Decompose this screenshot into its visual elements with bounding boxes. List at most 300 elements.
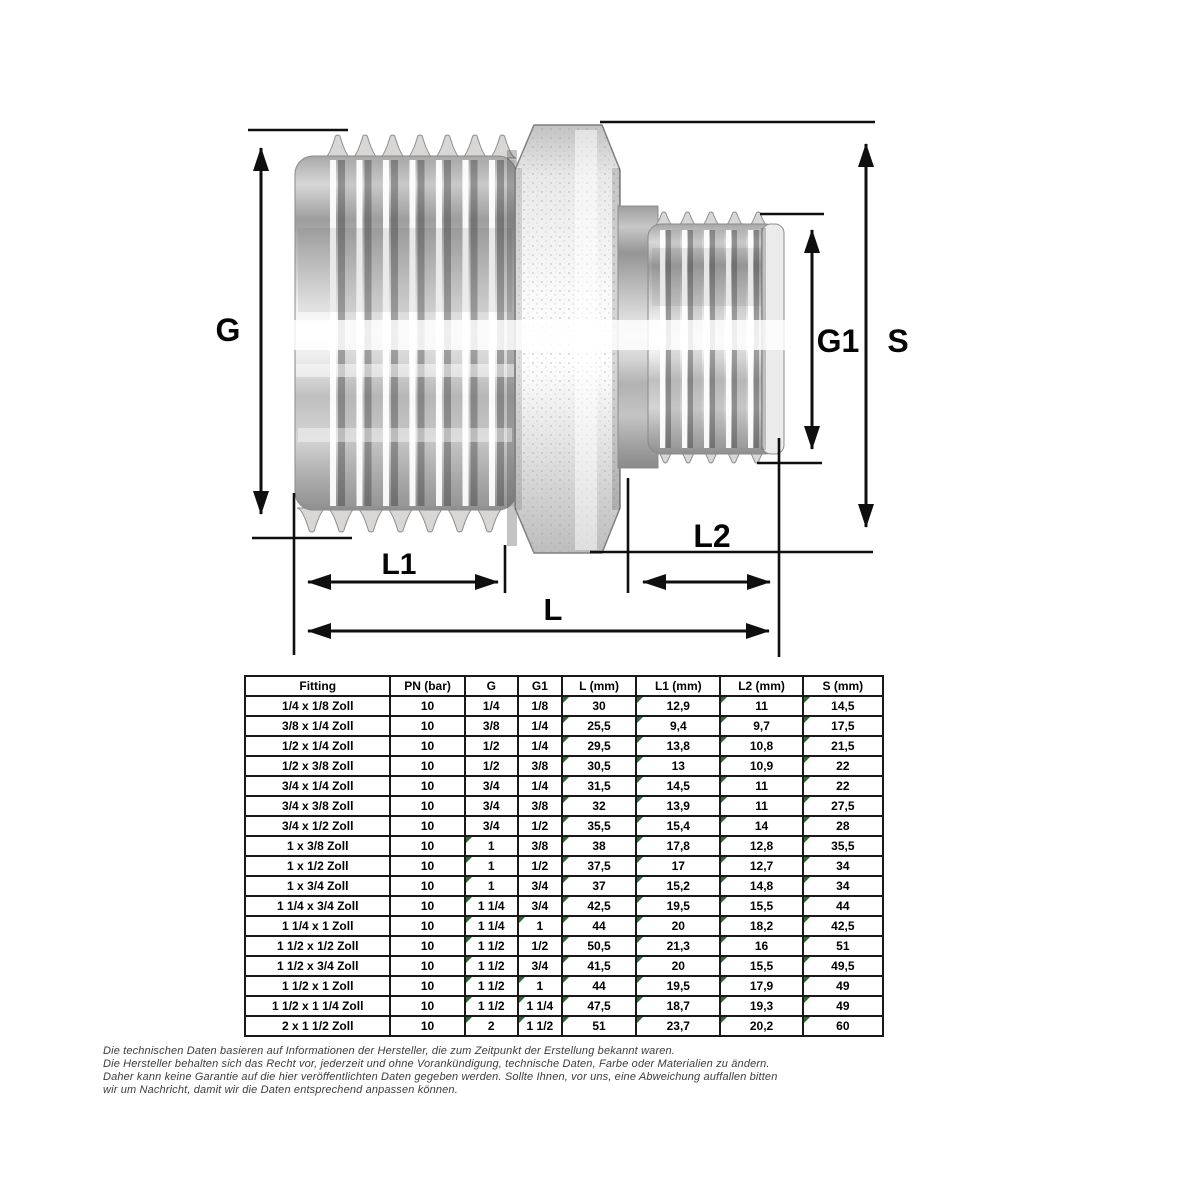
cell-value: 60 [836, 1019, 850, 1033]
cell-value: 10 [420, 779, 435, 793]
table-header-row [245, 676, 883, 696]
cell-g [465, 996, 518, 1016]
cell-value: 15,5 [749, 959, 774, 973]
cell-value: 51 [592, 1019, 606, 1033]
cell-marker-triangle [466, 837, 472, 843]
cell-value: 10,9 [749, 759, 774, 773]
cell-value: 1 1/4 x 3/4 Zoll [277, 899, 359, 913]
cell-s [803, 776, 883, 796]
cell-value: 38 [592, 839, 606, 853]
cell-marker-triangle [721, 997, 727, 1003]
cell-fitting [245, 836, 390, 856]
big-thread-shade [298, 228, 512, 312]
cell-g1 [518, 736, 562, 756]
glare-band-2 [296, 364, 514, 377]
cell-marker-triangle [563, 957, 569, 963]
cell-l2 [720, 1016, 802, 1036]
cell-s [803, 876, 883, 896]
cell-marker-triangle [637, 917, 643, 923]
table-row [245, 876, 883, 896]
cell-s [803, 936, 883, 956]
cell-marker-triangle [721, 837, 727, 843]
fitting-body [294, 125, 786, 553]
cell-value: 1 x 3/4 Zoll [287, 879, 349, 893]
cell-g1 [518, 776, 562, 796]
table-row [245, 696, 883, 716]
cell-value: 30,5 [587, 759, 611, 773]
cell-l [562, 976, 636, 996]
cell-marker-triangle [563, 797, 569, 803]
cell-s [803, 1016, 883, 1036]
cell-value: 14,8 [749, 879, 774, 893]
cell-marker-triangle [804, 737, 810, 743]
cell-marker-triangle [721, 877, 727, 883]
cell-value: 1 1/2 [477, 999, 505, 1013]
table-row [245, 716, 883, 736]
cell-s [803, 816, 883, 836]
cell-value: 14,5 [666, 779, 690, 793]
cell-l1 [636, 936, 720, 956]
cell-l1 [636, 816, 720, 836]
dim-label-g1: G1 [816, 323, 860, 359]
cell-value: 31,5 [587, 779, 611, 793]
cell-marker-triangle [637, 957, 643, 963]
cell-value: 3/4 x 1/4 Zoll [282, 779, 354, 793]
cell-pn [390, 856, 464, 876]
cell-value: 1 [536, 919, 544, 933]
cell-s [803, 736, 883, 756]
cell-value: 51 [836, 939, 850, 953]
cell-fitting [245, 956, 390, 976]
cell-l2 [720, 976, 802, 996]
cell-marker-triangle [721, 897, 727, 903]
cell-marker-triangle [804, 757, 810, 763]
cell-value: 10 [420, 759, 435, 773]
cell-marker-triangle [563, 757, 569, 763]
cell-value: 10,8 [749, 739, 774, 753]
table-row [245, 956, 883, 976]
cell-value: 11 [755, 699, 768, 713]
cell-value: 19,5 [666, 979, 690, 993]
cell-g [465, 936, 518, 956]
cell-value: 42,5 [831, 919, 855, 933]
cell-value: 13,8 [666, 739, 690, 753]
cell-value: 17,8 [666, 839, 690, 853]
cell-marker-triangle [804, 717, 810, 723]
cell-value: 47,5 [587, 999, 611, 1013]
cell-value: 10 [420, 959, 435, 973]
cell-value: 15,5 [749, 899, 774, 913]
cell-l2 [720, 736, 802, 756]
cell-l [562, 916, 636, 936]
cell-s [803, 756, 883, 776]
cell-fitting [245, 876, 390, 896]
footnote-line: wir um Nachricht, damit wir die Daten entsprechend anpassen können. [103, 1084, 458, 1096]
cell-fitting [245, 916, 390, 936]
cell-value: 37,5 [587, 859, 611, 873]
cell-marker-triangle [563, 1017, 569, 1023]
cell-marker-triangle [563, 817, 569, 823]
cell-marker-triangle [637, 877, 643, 883]
cell-pn [390, 996, 464, 1016]
cell-value: 17,9 [749, 979, 774, 993]
cell-marker-triangle [466, 937, 472, 943]
cell-marker-triangle [804, 797, 810, 803]
big-thread-crests-bottom [297, 508, 504, 532]
cell-marker-triangle [804, 817, 810, 823]
cell-value: 9,4 [669, 719, 687, 733]
cell-value: 12,7 [749, 859, 774, 873]
cell-marker-triangle [637, 897, 643, 903]
cell-marker-triangle [563, 697, 569, 703]
fitting-dimensions-table [244, 675, 884, 1037]
cell-l1 [636, 856, 720, 876]
cell-g [465, 876, 518, 896]
cell-g [465, 816, 518, 836]
footnote-line: Die technischen Daten basieren auf Informationen der Hersteller, die zum Zeitpunkt der Erstellung bekannt waren. [103, 1045, 675, 1057]
cell-marker-triangle [804, 997, 810, 1003]
cell-s [803, 796, 883, 816]
cell-g1 [518, 836, 562, 856]
cell-marker-triangle [804, 837, 810, 843]
cell-value: 50,5 [587, 939, 611, 953]
cell-pn [390, 796, 464, 816]
cell-s [803, 836, 883, 856]
cell-l [562, 876, 636, 896]
footnote-line: Daher kann keine Garantie auf die hier veröffentlichten Daten gegeben werden. Sollte Ihnen, vor uns, eine Abweichung auffallen bitten [103, 1071, 778, 1083]
cell-value: 1 1/2 x 1/2 Zoll [277, 939, 359, 953]
cell-l2 [720, 896, 802, 916]
dim-label-l2: L2 [693, 518, 731, 554]
table-row [245, 976, 883, 996]
cell-value: 3/8 [482, 719, 500, 733]
cell-marker-triangle [637, 837, 643, 843]
cell-marker-triangle [804, 777, 810, 783]
col-header-l: L (mm) [562, 676, 636, 696]
cell-g [465, 976, 518, 996]
cell-g1 [518, 716, 562, 736]
footnote-line: Die Hersteller behalten sich das Recht vor, jederzeit und ohne Vorankündigung, technische Daten, Farbe oder Materialien zu ändern. [103, 1058, 770, 1070]
glare-band-3 [298, 428, 512, 442]
cell-fitting [245, 716, 390, 736]
cell-value: 1 1/4 [477, 919, 505, 933]
cell-marker-triangle [804, 917, 810, 923]
cell-l1 [636, 696, 720, 716]
cell-marker-triangle [563, 717, 569, 723]
cell-g1 [518, 756, 562, 776]
cell-marker-triangle [721, 777, 727, 783]
cell-value: 12,8 [749, 839, 774, 853]
dim-label-l: L [543, 592, 563, 627]
cell-pn [390, 756, 464, 776]
cell-value: 1 [487, 859, 495, 873]
cell-l2 [720, 756, 802, 776]
cell-marker-triangle [721, 757, 727, 763]
cell-value: 10 [420, 1019, 435, 1033]
cell-fitting [245, 736, 390, 756]
cell-g [465, 716, 518, 736]
cell-l2 [720, 716, 802, 736]
cell-marker-triangle [466, 897, 472, 903]
cell-marker-triangle [804, 937, 810, 943]
cell-l1 [636, 736, 720, 756]
cell-marker-triangle [563, 897, 569, 903]
cell-marker-triangle [637, 737, 643, 743]
cell-marker-triangle [721, 1017, 727, 1023]
cell-value: 14,5 [831, 699, 855, 713]
cell-marker-triangle [721, 977, 727, 983]
cell-marker-triangle [563, 977, 569, 983]
cell-marker-triangle [563, 737, 569, 743]
cell-value: 30 [592, 699, 606, 713]
cell-marker-triangle [637, 717, 643, 723]
cell-value: 35,5 [831, 839, 855, 853]
col-header-l2: L2 (mm) [720, 676, 802, 696]
cell-g [465, 896, 518, 916]
cell-fitting [245, 856, 390, 876]
cell-g [465, 736, 518, 756]
cell-g1 [518, 996, 562, 1016]
cell-value: 3/8 x 1/4 Zoll [282, 719, 354, 733]
cell-l1 [636, 996, 720, 1016]
cell-value: 1/2 [482, 759, 500, 773]
cell-l1 [636, 756, 720, 776]
cell-value: 11 [755, 799, 768, 813]
cell-l2 [720, 996, 802, 1016]
cell-value: 3/4 [482, 799, 500, 813]
cell-marker-triangle [466, 997, 472, 1003]
disclaimer-footnotes [103, 1045, 777, 1097]
cell-marker-triangle [804, 957, 810, 963]
cell-s [803, 896, 883, 916]
table-row [245, 736, 883, 756]
cell-marker-triangle [804, 977, 810, 983]
cell-pn [390, 816, 464, 836]
cell-value: 27,5 [831, 799, 855, 813]
cell-value: 14 [754, 819, 769, 833]
big-thread-crests-top [324, 135, 516, 158]
cell-fitting [245, 1016, 390, 1036]
table-row [245, 776, 883, 796]
cell-l2 [720, 796, 802, 816]
cell-marker-triangle [637, 857, 643, 863]
cell-marker-triangle [721, 957, 727, 963]
cell-marker-triangle [804, 897, 810, 903]
cell-value: 3/8 [531, 839, 549, 853]
cell-marker-triangle [804, 697, 810, 703]
cell-marker-triangle [637, 977, 643, 983]
col-header-l1: L1 (mm) [636, 676, 720, 696]
cell-value: 1 1/4 x 1 Zoll [282, 919, 354, 933]
cell-g1 [518, 896, 562, 916]
cell-value: 21,5 [831, 739, 855, 753]
cell-pn [390, 976, 464, 996]
cell-marker-triangle [563, 917, 569, 923]
cell-value: 1 1/4 [477, 899, 505, 913]
cell-value: 15,4 [666, 819, 690, 833]
cell-fitting [245, 896, 390, 916]
cell-l2 [720, 956, 802, 976]
table-row [245, 756, 883, 776]
cell-value: 10 [420, 899, 435, 913]
cell-l [562, 736, 636, 756]
cell-s [803, 996, 883, 1016]
cell-value: 10 [420, 879, 435, 893]
cell-l1 [636, 1016, 720, 1036]
cell-value: 10 [420, 979, 435, 993]
cell-s [803, 696, 883, 716]
cell-value: 10 [420, 839, 435, 853]
glare-band [294, 320, 786, 350]
cell-g1 [518, 796, 562, 816]
col-header-g1: G1 [518, 676, 562, 696]
cell-value: 18,2 [749, 919, 774, 933]
cell-value: 1 [487, 879, 495, 893]
cell-g [465, 696, 518, 716]
cell-g [465, 916, 518, 936]
table-row [245, 1016, 883, 1036]
cell-s [803, 956, 883, 976]
cell-fitting [245, 756, 390, 776]
dim-label-s: S [887, 323, 909, 359]
cell-value: 10 [420, 699, 435, 713]
cell-g1 [518, 696, 562, 716]
cell-fitting [245, 936, 390, 956]
cell-g1 [518, 876, 562, 896]
cell-l2 [720, 776, 802, 796]
cell-value: 19,3 [749, 999, 774, 1013]
cell-value: 16 [754, 939, 769, 953]
cell-g1 [518, 916, 562, 936]
cell-value: 1/8 [531, 699, 549, 713]
cell-l1 [636, 796, 720, 816]
cell-value: 1/4 [482, 699, 500, 713]
cell-s [803, 916, 883, 936]
cell-value: 44 [592, 979, 606, 993]
cell-marker-triangle [721, 717, 727, 723]
cell-marker-triangle [637, 817, 643, 823]
cell-value: 17,5 [831, 719, 855, 733]
cell-pn [390, 876, 464, 896]
cell-value: 20 [671, 959, 685, 973]
cell-value: 1 1/2 [477, 979, 505, 993]
cell-g1 [518, 1016, 562, 1036]
cell-pn [390, 916, 464, 936]
cell-g1 [518, 856, 562, 876]
cell-pn [390, 776, 464, 796]
cell-value: 1 1/2 [477, 939, 505, 953]
cell-marker-triangle [721, 737, 727, 743]
cell-value: 1 x 1/2 Zoll [287, 859, 349, 873]
cell-value: 1 x 3/8 Zoll [287, 839, 349, 853]
cell-value: 35,5 [587, 819, 611, 833]
cell-fitting [245, 796, 390, 816]
cell-value: 3/4 [531, 879, 549, 893]
cell-marker-triangle [804, 1017, 810, 1023]
cell-marker-triangle [519, 977, 525, 983]
cell-g1 [518, 936, 562, 956]
cell-value: 13,9 [666, 799, 690, 813]
table-row [245, 816, 883, 836]
cell-s [803, 716, 883, 736]
cell-marker-triangle [637, 937, 643, 943]
cell-l1 [636, 876, 720, 896]
col-header-g: G [465, 676, 518, 696]
cell-l2 [720, 696, 802, 716]
cell-value: 32 [592, 799, 606, 813]
cell-value: 10 [420, 739, 435, 753]
cell-value: 1 1/2 [526, 1019, 554, 1033]
cell-value: 42,5 [587, 899, 611, 913]
cell-marker-triangle [519, 917, 525, 923]
cell-l [562, 996, 636, 1016]
cell-l2 [720, 816, 802, 836]
cell-l [562, 796, 636, 816]
cell-value: 1/4 [531, 739, 549, 753]
cell-g [465, 776, 518, 796]
cell-value: 2 x 1 1/2 Zoll [282, 1019, 354, 1033]
cell-l1 [636, 916, 720, 936]
cell-g [465, 836, 518, 856]
cell-l1 [636, 836, 720, 856]
dim-label-l1: L1 [381, 548, 417, 581]
cell-value: 49 [836, 979, 850, 993]
cell-value: 1/2 [531, 859, 549, 873]
cell-marker-triangle [804, 857, 810, 863]
cell-value: 37 [592, 879, 606, 893]
cell-marker-triangle [721, 697, 727, 703]
cell-value: 3/4 [531, 899, 549, 913]
cell-marker-triangle [466, 957, 472, 963]
cell-marker-triangle [721, 817, 727, 823]
cell-g [465, 956, 518, 976]
cell-fitting [245, 776, 390, 796]
cell-value: 1/4 [531, 719, 549, 733]
cell-g1 [518, 976, 562, 996]
cell-value: 18,7 [666, 999, 690, 1013]
cell-l [562, 816, 636, 836]
cell-l [562, 716, 636, 736]
cell-value: 29,5 [587, 739, 611, 753]
cell-value: 49 [836, 999, 850, 1013]
cell-g1 [518, 816, 562, 836]
small-thread-shade [652, 248, 764, 306]
col-header-s: S (mm) [803, 676, 883, 696]
cell-marker-triangle [563, 857, 569, 863]
cell-g [465, 756, 518, 776]
cell-marker-triangle [804, 877, 810, 883]
col-header-fitting: Fitting [245, 676, 390, 696]
cell-pn [390, 696, 464, 716]
cell-value: 9,7 [753, 719, 770, 733]
cell-l [562, 696, 636, 716]
col-header-pn: PN (bar) [390, 676, 464, 696]
cell-fitting [245, 816, 390, 836]
cell-value: 34 [836, 879, 850, 893]
cell-value: 49,5 [831, 959, 855, 973]
cell-value: 10 [420, 719, 435, 733]
table-row [245, 836, 883, 856]
cell-l [562, 756, 636, 776]
table-row [245, 936, 883, 956]
cell-l [562, 776, 636, 796]
cell-marker-triangle [721, 917, 727, 923]
cell-l [562, 936, 636, 956]
cell-l [562, 836, 636, 856]
cell-marker-triangle [721, 797, 727, 803]
cell-marker-triangle [466, 857, 472, 863]
cell-l1 [636, 776, 720, 796]
